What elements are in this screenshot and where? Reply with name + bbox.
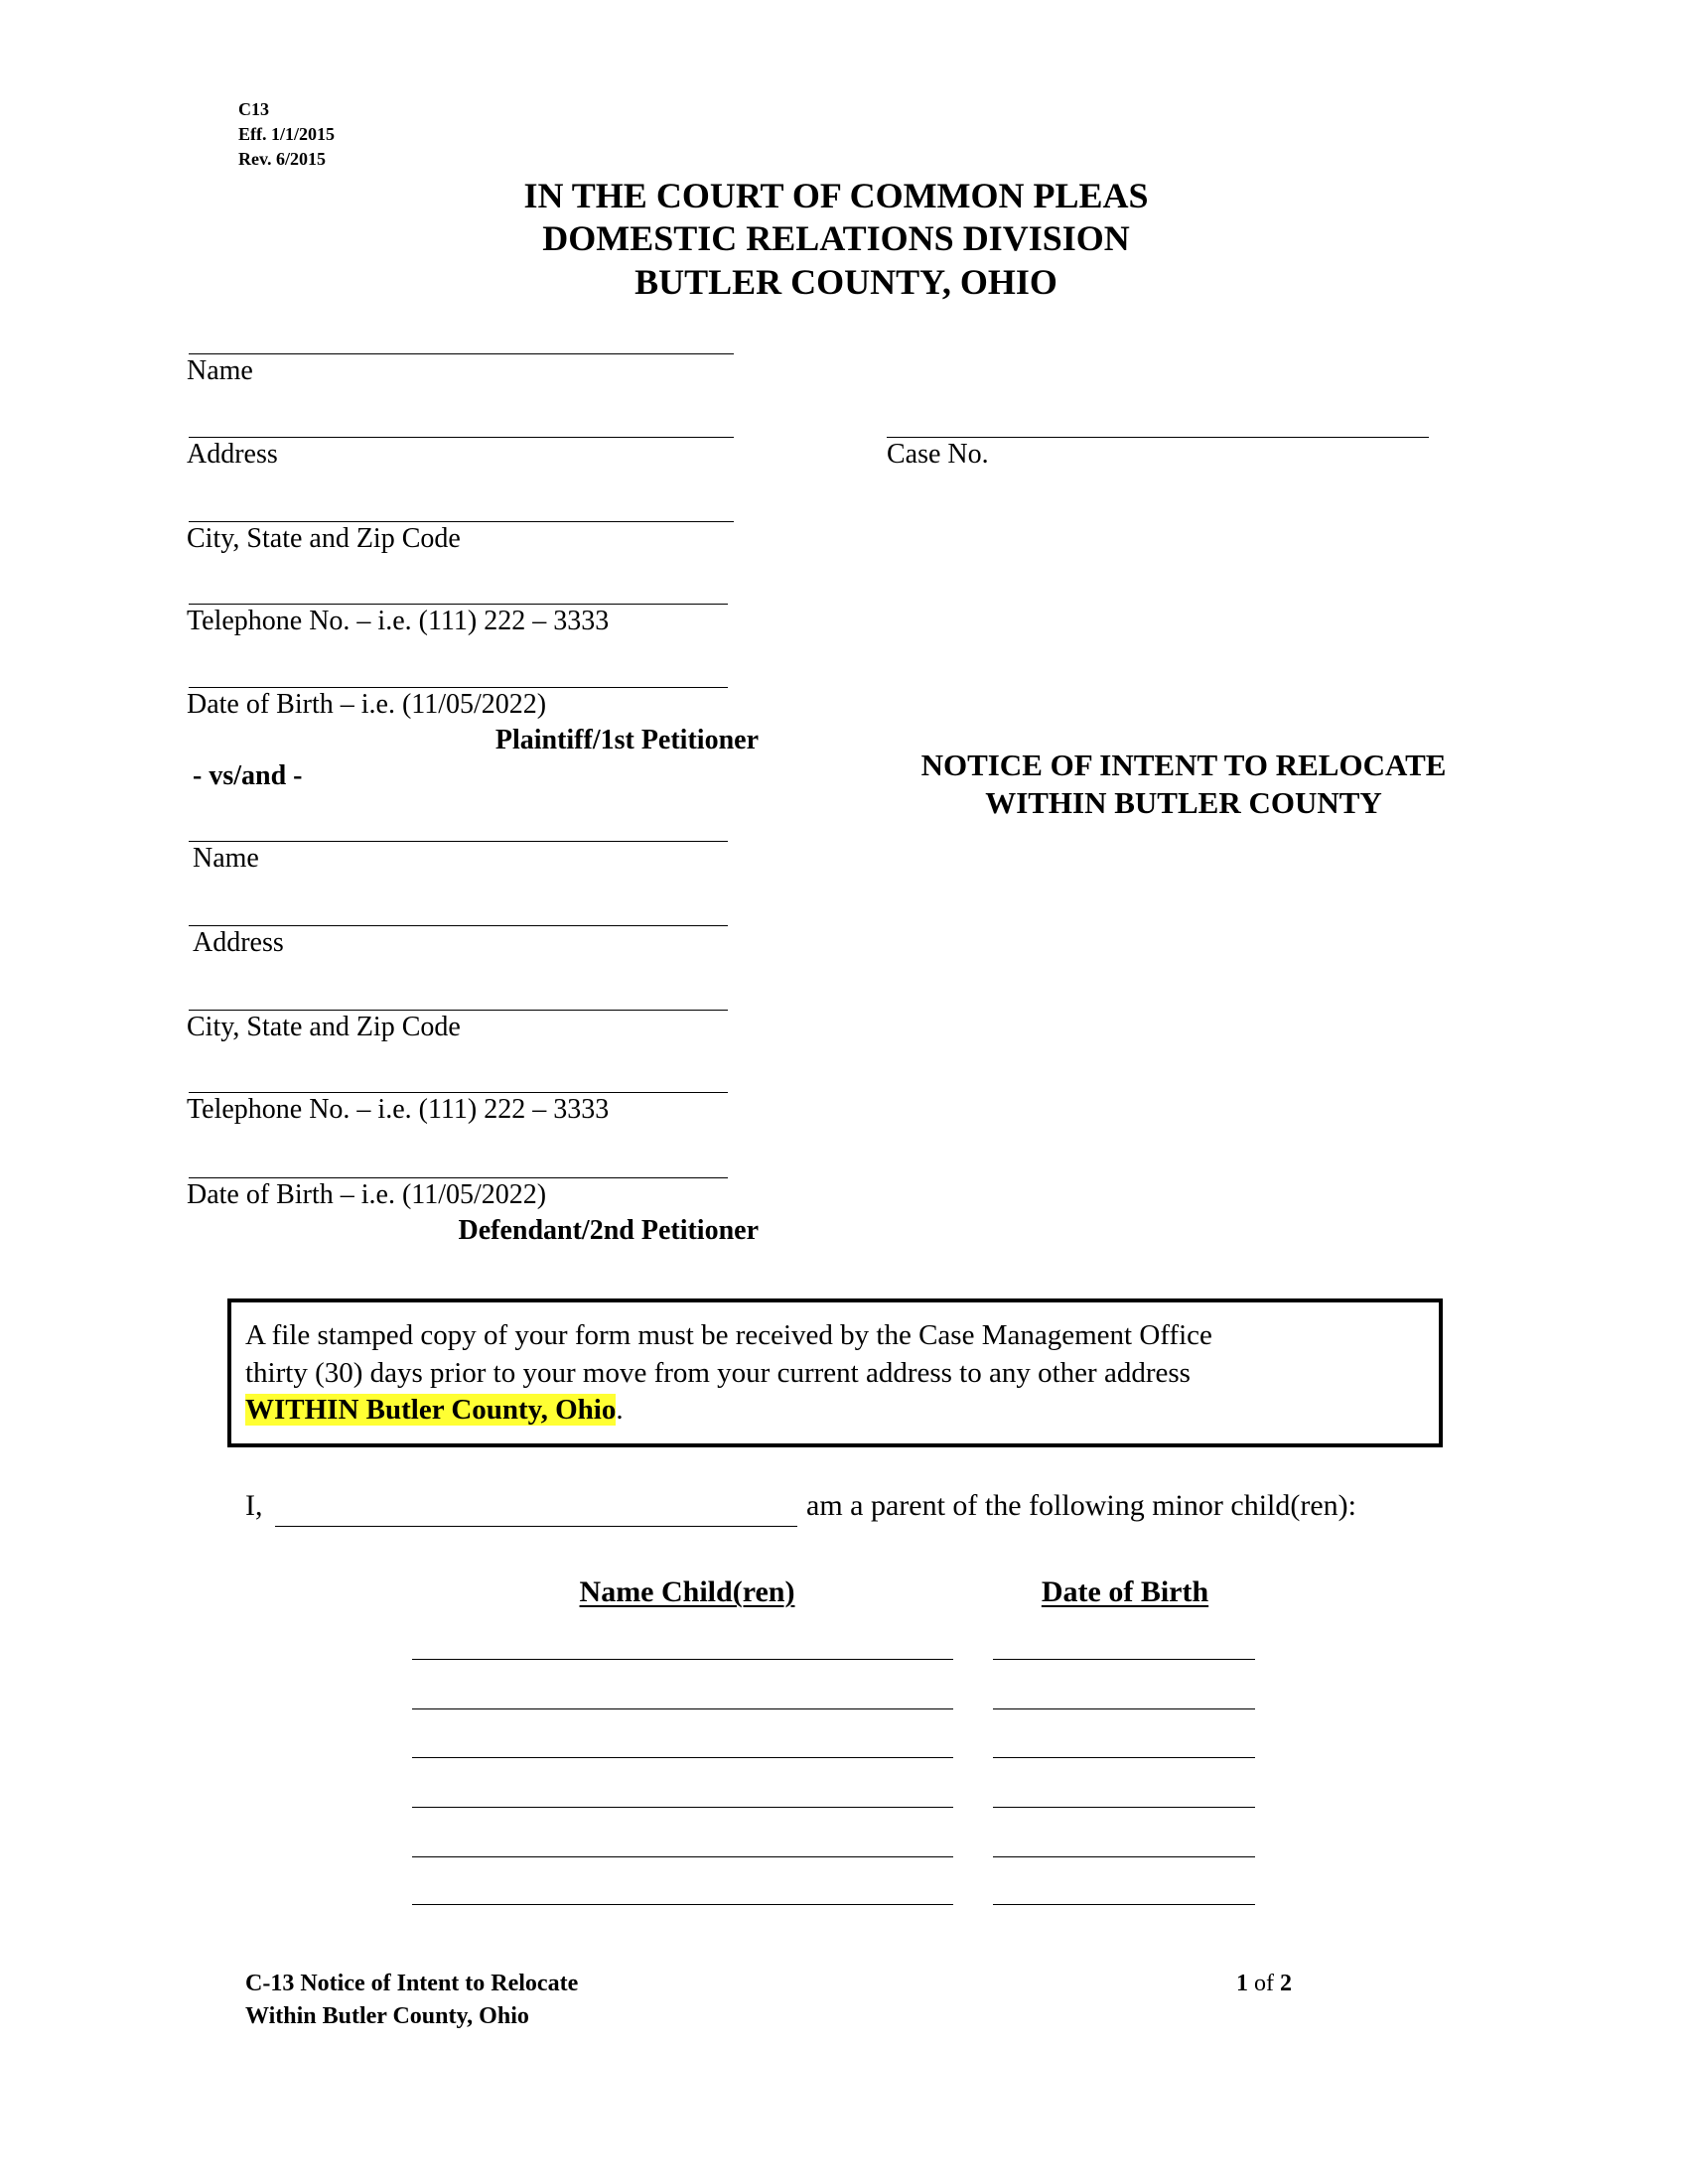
page-total: 2 <box>1280 1971 1292 1996</box>
child-name-input[interactable] <box>412 1708 953 1709</box>
defendant-role: Defendant/2nd Petitioner <box>458 1215 759 1246</box>
plaintiff-address-input[interactable] <box>189 437 734 438</box>
plaintiff-phone-label: Telephone No. – i.e. (111) 222 – 3333 <box>187 606 610 636</box>
document-title-line1: NOTICE OF INTENT TO RELOCATE <box>920 748 1447 782</box>
defendant-dob-label: Date of Birth – i.e. (11/05/2022) <box>187 1179 547 1210</box>
notice-line-2: thirty (30) days prior to your move from your current address to any other address <box>245 1357 1191 1389</box>
plaintiff-role: Plaintiff/1st Petitioner <box>494 725 759 755</box>
page-number <box>1236 1971 1292 1997</box>
court-county: BUTLER COUNTY, OHIO <box>634 262 1057 302</box>
notice-line-3 <box>245 1394 624 1427</box>
plaintiff-dob-input[interactable] <box>189 687 728 688</box>
court-name: IN THE COURT OF COMMON PLEAS <box>523 176 1149 215</box>
vs-label: - vs/and - <box>193 760 303 791</box>
notice-end: . <box>616 1394 624 1426</box>
header-child-name: Name Child(ren) <box>579 1575 795 1608</box>
notice-highlight: WITHIN Butler County, Ohio <box>245 1394 617 1426</box>
header-date-of-birth: Date of Birth <box>1041 1575 1209 1608</box>
defendant-city-label: City, State and Zip Code <box>187 1012 461 1042</box>
revision-date: Rev. 6/2015 <box>238 149 326 169</box>
parent-prefix: I, <box>245 1489 263 1522</box>
case-number-label: Case No. <box>887 439 989 470</box>
child-name-input[interactable] <box>412 1856 953 1857</box>
plaintiff-name-label: Name <box>187 355 253 386</box>
child-dob-input[interactable] <box>993 1757 1255 1758</box>
parent-name-input[interactable] <box>275 1526 797 1527</box>
defendant-name-input[interactable] <box>189 841 728 842</box>
footer-title-line1: C-13 Notice of Intent to Relocate <box>245 1971 579 1996</box>
court-division: DOMESTIC RELATIONS DIVISION <box>542 218 1130 258</box>
plaintiff-city-label: City, State and Zip Code <box>187 523 461 554</box>
child-dob-input[interactable] <box>993 1659 1255 1660</box>
child-dob-input[interactable] <box>993 1856 1255 1857</box>
plaintiff-name-input[interactable] <box>189 353 734 354</box>
defendant-dob-input[interactable] <box>189 1177 728 1178</box>
child-name-input[interactable] <box>412 1807 953 1808</box>
defendant-phone-input[interactable] <box>189 1092 728 1093</box>
page-current: 1 <box>1236 1971 1248 1996</box>
defendant-address-label: Address <box>193 927 284 958</box>
child-dob-input[interactable] <box>993 1807 1255 1808</box>
defendant-name-label: Name <box>193 843 259 874</box>
form-code: C13 <box>238 99 269 119</box>
document-title-line2: WITHIN BUTLER COUNTY <box>985 785 1382 820</box>
child-name-input[interactable] <box>412 1904 953 1905</box>
child-name-input[interactable] <box>412 1659 953 1660</box>
footer-title-line2: Within Butler County, Ohio <box>245 2003 529 2029</box>
defendant-address-input[interactable] <box>189 925 728 926</box>
child-name-input[interactable] <box>412 1757 953 1758</box>
page-of: of <box>1254 1971 1274 1996</box>
defendant-city-input[interactable] <box>189 1010 728 1011</box>
case-number-input[interactable] <box>887 437 1429 438</box>
effective-date: Eff. 1/1/2015 <box>238 124 335 144</box>
defendant-phone-label: Telephone No. – i.e. (111) 222 – 3333 <box>187 1094 610 1125</box>
notice-line-1: A file stamped copy of your form must be received by the Case Management Office <box>245 1319 1212 1351</box>
parent-suffix: am a parent of the following minor child(ren): <box>806 1489 1356 1522</box>
plaintiff-phone-input[interactable] <box>189 604 728 605</box>
child-dob-input[interactable] <box>993 1904 1255 1905</box>
plaintiff-dob-label: Date of Birth – i.e. (11/05/2022) <box>187 689 547 720</box>
plaintiff-address-label: Address <box>187 439 278 470</box>
plaintiff-city-input[interactable] <box>189 521 734 522</box>
child-dob-input[interactable] <box>993 1708 1255 1709</box>
